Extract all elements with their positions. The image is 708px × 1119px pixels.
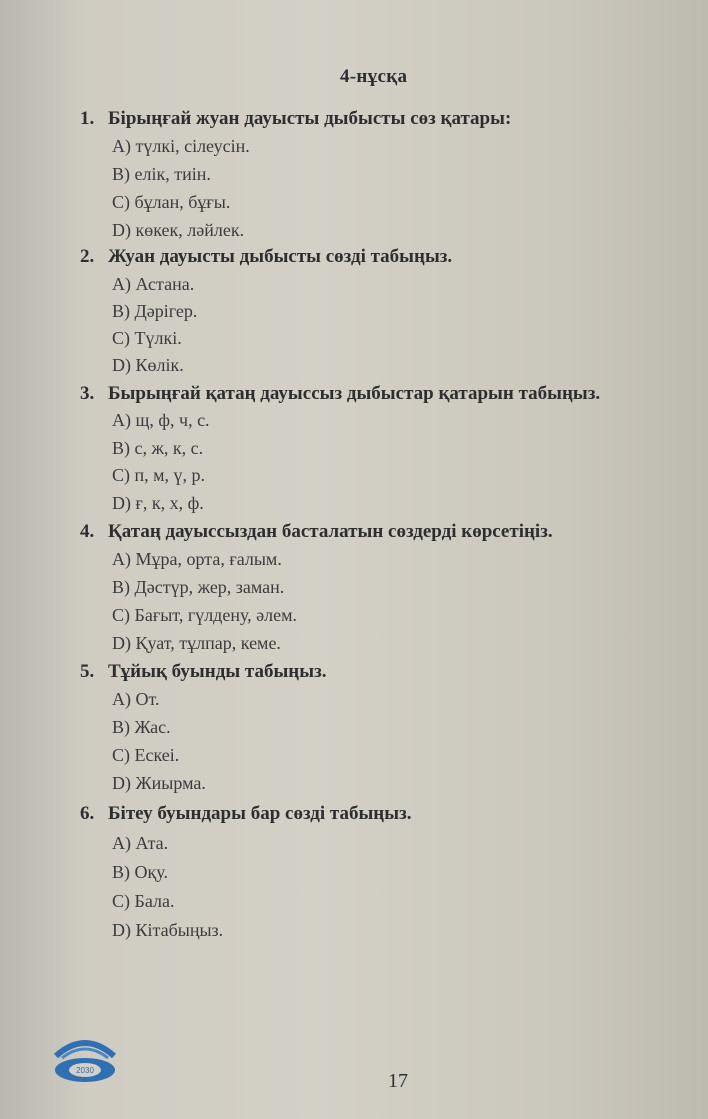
option-2a: A) Астана. <box>112 274 195 294</box>
question-4 <box>80 521 700 543</box>
question-number: 4. <box>80 521 95 542</box>
question-text: Қатаң дауыссыздан басталатын сөздерді көрсетіңіз. <box>108 521 553 542</box>
section-title: 4-нұсқа <box>340 66 408 87</box>
question-text: Жуан дауысты дыбысты сөзді табыңыз. <box>108 246 453 267</box>
question-3 <box>80 383 700 405</box>
option-2d: D) Көлік. <box>112 355 184 375</box>
question-number: 1. <box>80 108 95 129</box>
kazakhstan-2030-logo-icon <box>48 1036 122 1086</box>
question-number: 6. <box>80 803 95 824</box>
option-2c: C) Түлкі. <box>112 328 182 348</box>
option-1a: A) түлкі, сілеусін. <box>112 136 250 156</box>
question-6 <box>80 803 700 825</box>
option-3d: D) ғ, к, х, ф. <box>112 493 204 513</box>
question-2 <box>80 246 700 268</box>
option-3a: A) щ, ф, ч, с. <box>112 410 210 430</box>
question-text: Тұйық буынды табыңыз. <box>108 661 327 682</box>
option-4b: B) Дәстүр, жер, заман. <box>112 577 285 597</box>
option-1d: D) көкек, ләйлек. <box>112 220 245 240</box>
option-6b: B) Оқу. <box>112 862 168 882</box>
option-5a: A) От. <box>112 689 160 709</box>
question-number: 2. <box>80 246 95 267</box>
option-4d: D) Қуат, тұлпар, кеме. <box>112 633 281 653</box>
option-4a: A) Мұра, орта, ғалым. <box>112 549 282 569</box>
question-text: Бітеу буындары бар сөзді табыңыз. <box>108 803 412 824</box>
question-number: 5. <box>80 661 95 682</box>
question-5 <box>80 661 700 683</box>
logo-text: 2030 <box>76 1066 94 1075</box>
page-number: 17 <box>388 1070 408 1092</box>
option-4c: C) Бағыт, гүлдену, әлем. <box>112 605 298 625</box>
option-6c: C) Бала. <box>112 891 175 911</box>
option-1b: B) елік, тиін. <box>112 164 211 184</box>
option-3c: C) п, м, ү, р. <box>112 465 206 485</box>
option-5c: C) Ескеі. <box>112 745 180 765</box>
option-3b: B) с, ж, к, с. <box>112 438 204 458</box>
option-5d: D) Жиырма. <box>112 773 206 793</box>
option-5b: B) Жас. <box>112 717 171 737</box>
option-6d: D) Кітабыңыз. <box>112 920 224 940</box>
question-1 <box>80 108 700 130</box>
option-2b: B) Дәрігер. <box>112 301 198 321</box>
question-text: Бірыңғай жуан дауысты дыбысты сөз қатары: <box>108 108 512 129</box>
question-number: 3. <box>80 383 95 404</box>
option-6a: A) Ата. <box>112 833 169 853</box>
question-text: Бырыңғай қатаң дауыссыз дыбыстар қатарын табыңыз. <box>108 383 601 404</box>
option-1c: C) бұлан, бұғы. <box>112 192 231 212</box>
